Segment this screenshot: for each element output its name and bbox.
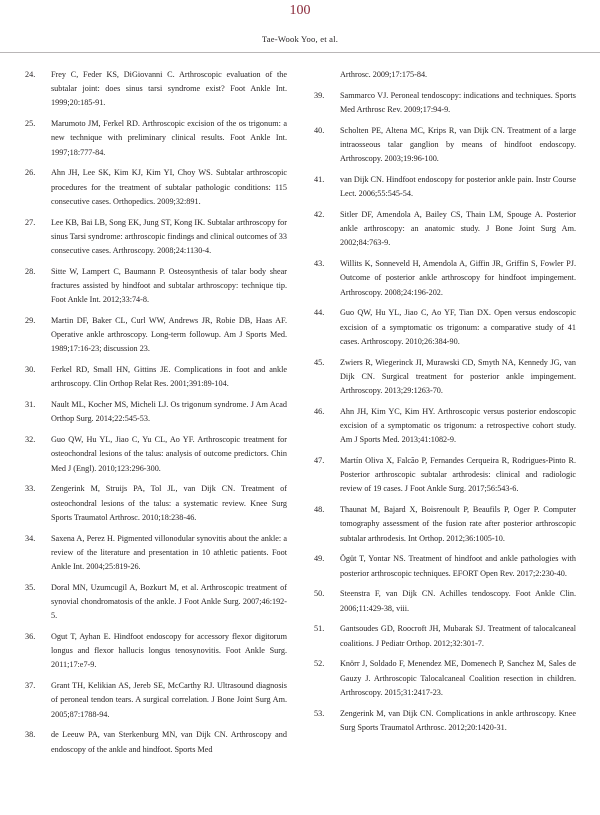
reference-list-left-column xyxy=(25,68,287,757)
reference-text: Marumoto JM, Ferkel RD. Arthroscopic excision of the os trigonum: a new technique with preliminary clinical results. Foot Ankle Int. 1997;18:777-84. xyxy=(51,119,287,157)
reference-number: 35. xyxy=(25,582,36,592)
reference-item xyxy=(25,216,287,259)
reference-number: 31. xyxy=(25,400,36,410)
reference-item xyxy=(314,356,576,399)
reference-text: Lee KB, Bai LB, Song EK, Jung ST, Kong IK. Subtalar arthroscopy for sinus Tarsi syndrome: arthroscopic findings and clinical outcomes of 33 consecutive cases. Arthroscopy. 2008;24:1130-4. xyxy=(51,217,287,256)
reference-text: Arthrosc. 2009;17:175-84. xyxy=(340,70,428,79)
reference-text: Zengerink M, Struijs PA, Tol JL, van Dijk CN. Treatment of osteochondral lesions of the talus: a systematic review. Knee Surg Sports Traumatol Arthrosc. 2010;18:238-46. xyxy=(51,484,287,522)
reference-number: 29. xyxy=(25,316,36,326)
reference-text: Doral MN, Uzumcugil A, Bozkurt M, et al. Arthroscopic treatment of synovial chondromatosis of the ankle. J Foot Ankle Surg. 2007;46:192-5. xyxy=(51,582,287,621)
running-head: Tae-Wook Yoo, et al. xyxy=(261,34,339,44)
reference-text: Scholten PE, Altena MC, Krips R, van Dijk CN. Treatment of a large intraosseous talar ganglion by means of hindfoot endoscopy. Arthroscopy. 2003;19:96-100. xyxy=(340,125,576,164)
reference-number: 30. xyxy=(25,365,36,375)
reference-text: Ahn JH, Lee SK, Kim KJ, Kim YI, Choy WS. Subtalar arthroscopic procedures for the treatment of subtalar pathologic conditions: 115 consecutive cases. Orthopedics. 2009;32:891. xyxy=(51,168,287,206)
reference-text: Guo QW, Hu YL, Jiao C, Yu CL, Ao YF. Arthroscopic treatment for osteochondral lesions of the talus: analysis of outcome predictors. Chin Med J (Engl). 2010;123:296-300. xyxy=(51,435,287,473)
reference-item xyxy=(314,503,576,546)
reference-text: Saxena A, Perez H. Pigmented villonodular synovitis about the ankle: a review of the literature and presentation in 10 athletic patients. Foot Ankle Int. 2004;25:819-26. xyxy=(51,533,287,572)
reference-item xyxy=(314,173,576,201)
reference-text: Zwiers R, Wiegerinck JI, Murawski CD, Smyth NA, Kennedy JG, van Dijk CN. Surgical treatment for posterior ankle impingement. Arthroscopy. 2013;29:1263-70. xyxy=(340,357,576,396)
reference-item xyxy=(25,398,287,426)
reference-text: Nault ML, Kocher MS, Micheli LJ. Os trigonum syndrome. J Am Acad Orthop Surg. 2014;22:545-53. xyxy=(51,400,287,424)
reference-item xyxy=(25,363,287,391)
page-number: 100 xyxy=(289,3,311,18)
reference-number: 44. xyxy=(314,308,325,318)
reference-number: 46. xyxy=(314,406,325,416)
reference-text: Gantsoudes GD, Roocroft JH, Mubarak SJ. Treatment of talocalcaneal coalitions. J Pediatr Orthop. 2012;32:301-7. xyxy=(340,624,576,648)
reference-number: 26. xyxy=(25,168,36,178)
reference-number: 45. xyxy=(314,357,325,367)
reference-text: van Dijk CN. Hindfoot endoscopy for posterior ankle pain. Instr Course Lect. 2006;55:545-54. xyxy=(340,175,576,199)
reference-number: 34. xyxy=(25,533,36,543)
reference-item xyxy=(314,454,576,497)
reference-item xyxy=(314,257,576,300)
reference-text: de Leeuw PA, van Sterkenburg MN, van Dijk CN. Arthroscopy and endoscopy of the ankle and hindfoot. Sports Med xyxy=(51,730,287,754)
reference-number: 27. xyxy=(25,217,36,227)
reference-item xyxy=(314,657,576,700)
reference-number: 51. xyxy=(314,624,325,634)
header-divider xyxy=(0,52,600,53)
reference-number: 37. xyxy=(25,681,36,691)
reference-item xyxy=(314,89,576,117)
reference-item xyxy=(314,587,576,615)
reference-text: Knörr J, Soldado F, Menendez ME, Domenech P, Sanchez M, Sales de Gauzy J. Arthroscopic Talocalcaneal Coalition resection in children. Arthroscopy. 2015;31:2417-23. xyxy=(340,659,576,697)
reference-number: 39. xyxy=(314,90,325,100)
reference-number: 40. xyxy=(314,125,325,135)
reference-text: Ahn JH, Kim YC, Kim HY. Arthroscopic versus posterior endoscopic excision of a symptomatic os trigonum: a retrospective cohort study. Am J Sports Med. 2013;41:1082-9. xyxy=(340,406,576,445)
reference-text: Sitler DF, Amendola A, Bailey CS, Thain LM, Spouge A. Posterior ankle arthroscopy: an anatomic study. J Bone Joint Surg Am. 2002;84:763-9. xyxy=(340,210,576,248)
reference-number: 28. xyxy=(25,266,36,276)
reference-item xyxy=(314,124,576,167)
reference-item xyxy=(25,314,287,357)
reference-number: 53. xyxy=(314,708,325,718)
reference-item xyxy=(25,532,287,575)
reference-number: 38. xyxy=(25,730,36,740)
reference-item xyxy=(314,405,576,448)
reference-number: 49. xyxy=(314,554,325,564)
reference-number: 43. xyxy=(314,259,325,269)
reference-number: 33. xyxy=(25,484,36,494)
reference-number: 41. xyxy=(314,175,325,184)
reference-list-right-column xyxy=(314,68,576,735)
reference-item xyxy=(25,166,287,209)
reference-item xyxy=(314,552,576,580)
reference-number: 42. xyxy=(314,210,325,219)
reference-text: Sitte W, Lampert C, Baumann P. Osteosynthesis of talar body shear fractures assisted by hindfoot and subtalar arthroscopy: technique tip. Foot Ankle Int. 2012;33:74-8. xyxy=(51,266,287,305)
reference-item xyxy=(25,630,287,673)
reference-item xyxy=(25,68,287,111)
reference-text: Willits K, Sonneveld H, Amendola A, Giffin JR, Griffin S, Fowler PJ. Outcome of posterior ankle arthroscopy for hindfoot impingement. Arthroscopy. 2008;24:196-202. xyxy=(340,259,576,297)
reference-text: Sammarco VJ. Peroneal tendoscopy: indications and techniques. Sports Med Arthrosc Rev. 2009;17:94-9. xyxy=(340,90,576,114)
reference-number: 32. xyxy=(25,435,36,445)
reference-item xyxy=(25,581,287,624)
reference-item-continuation xyxy=(314,68,576,82)
reference-item xyxy=(25,433,287,476)
reference-text: Thaunat M, Bajard X, Boisrenoult P, Beaufils P, Oger P. Computer tomography assessment of the fusion rate after posterior arthroscopic subtalar arthrodesis. Int Orthop. 2012;36:1005-10. xyxy=(340,505,576,543)
reference-text: Steenstra F, van Dijk CN. Achilles tendoscopy. Foot Ankle Clin. 2006;11:429-38, viii. xyxy=(340,589,576,613)
reference-text: Zengerink M, van Dijk CN. Complications in ankle arthroscopy. Knee Surg Sports Traumatol Arthrosc. 2012;20:1420-31. xyxy=(340,708,576,732)
reference-item xyxy=(25,679,287,722)
reference-number: 36. xyxy=(25,632,36,642)
reference-item xyxy=(25,117,287,160)
reference-number: 25. xyxy=(25,119,36,129)
reference-text: Frey C, Feder KS, DiGiovanni C. Arthroscopic evaluation of the subtalar joint: does sinus tarsi syndrome exist? Foot Ankle Int. 1999;20:185-91. xyxy=(51,70,287,108)
reference-text: Martín Oliva X, Falcão P, Fernandes Cerqueira R, Rodrigues-Pinto R. Posterior arthroscopic subtalar arthrodesis: clinical and radiologic review of 19 cases. J Foot Ankle Surg. 2017;56:543-6. xyxy=(340,456,576,494)
reference-number: 24. xyxy=(25,70,36,79)
reference-text: Grant TH, Kelikian AS, Jereb SE, McCarthy RJ. Ultrasound diagnosis of peroneal tendon tears. A surgical correlation. J Bone Joint Surg Am. 2005;87:1788-94. xyxy=(51,681,287,719)
reference-text: Ogut T, Ayhan E. Hindfoot endoscopy for accessory flexor digitorum longus and flexor hallucis longus tenosynovitis. Foot Ankle Surg. 2011;17:e7-9. xyxy=(51,632,287,670)
reference-text: Martin DF, Baker CL, Curl WW, Andrews JR, Robie DB, Haas AF. Operative ankle arthroscopy. Long-term followup. Am J Sports Med. 1989;17:16-23; discussion 23. xyxy=(51,316,287,354)
reference-item xyxy=(314,622,576,650)
reference-item xyxy=(25,265,287,308)
reference-number: 52. xyxy=(314,659,325,669)
reference-item xyxy=(314,208,576,251)
reference-text: Guo QW, Hu YL, Jiao C, Ao YF, Tian DX. Open versus endoscopic excision of a symptomatic os trigonum: a comparative study of 41 cases. Arthroscopy. 2010;26:384-90. xyxy=(340,308,576,346)
reference-item xyxy=(25,482,287,525)
reference-text: Ögüt T, Yontar NS. Treatment of hindfoot and ankle pathologies with posterior arthroscopic techniques. EFORT Open Rev. 2017;2:230-40. xyxy=(340,554,576,578)
reference-item xyxy=(314,306,576,349)
reference-item xyxy=(25,728,287,756)
reference-number: 48. xyxy=(314,505,325,515)
reference-number: 50. xyxy=(314,589,325,599)
reference-text: Ferkel RD, Small HN, Gittins JE. Complications in foot and ankle arthroscopy. Clin Orthop Relat Res. 2001;391:89-104. xyxy=(51,365,287,389)
reference-number: 47. xyxy=(314,456,325,466)
reference-item xyxy=(314,707,576,735)
